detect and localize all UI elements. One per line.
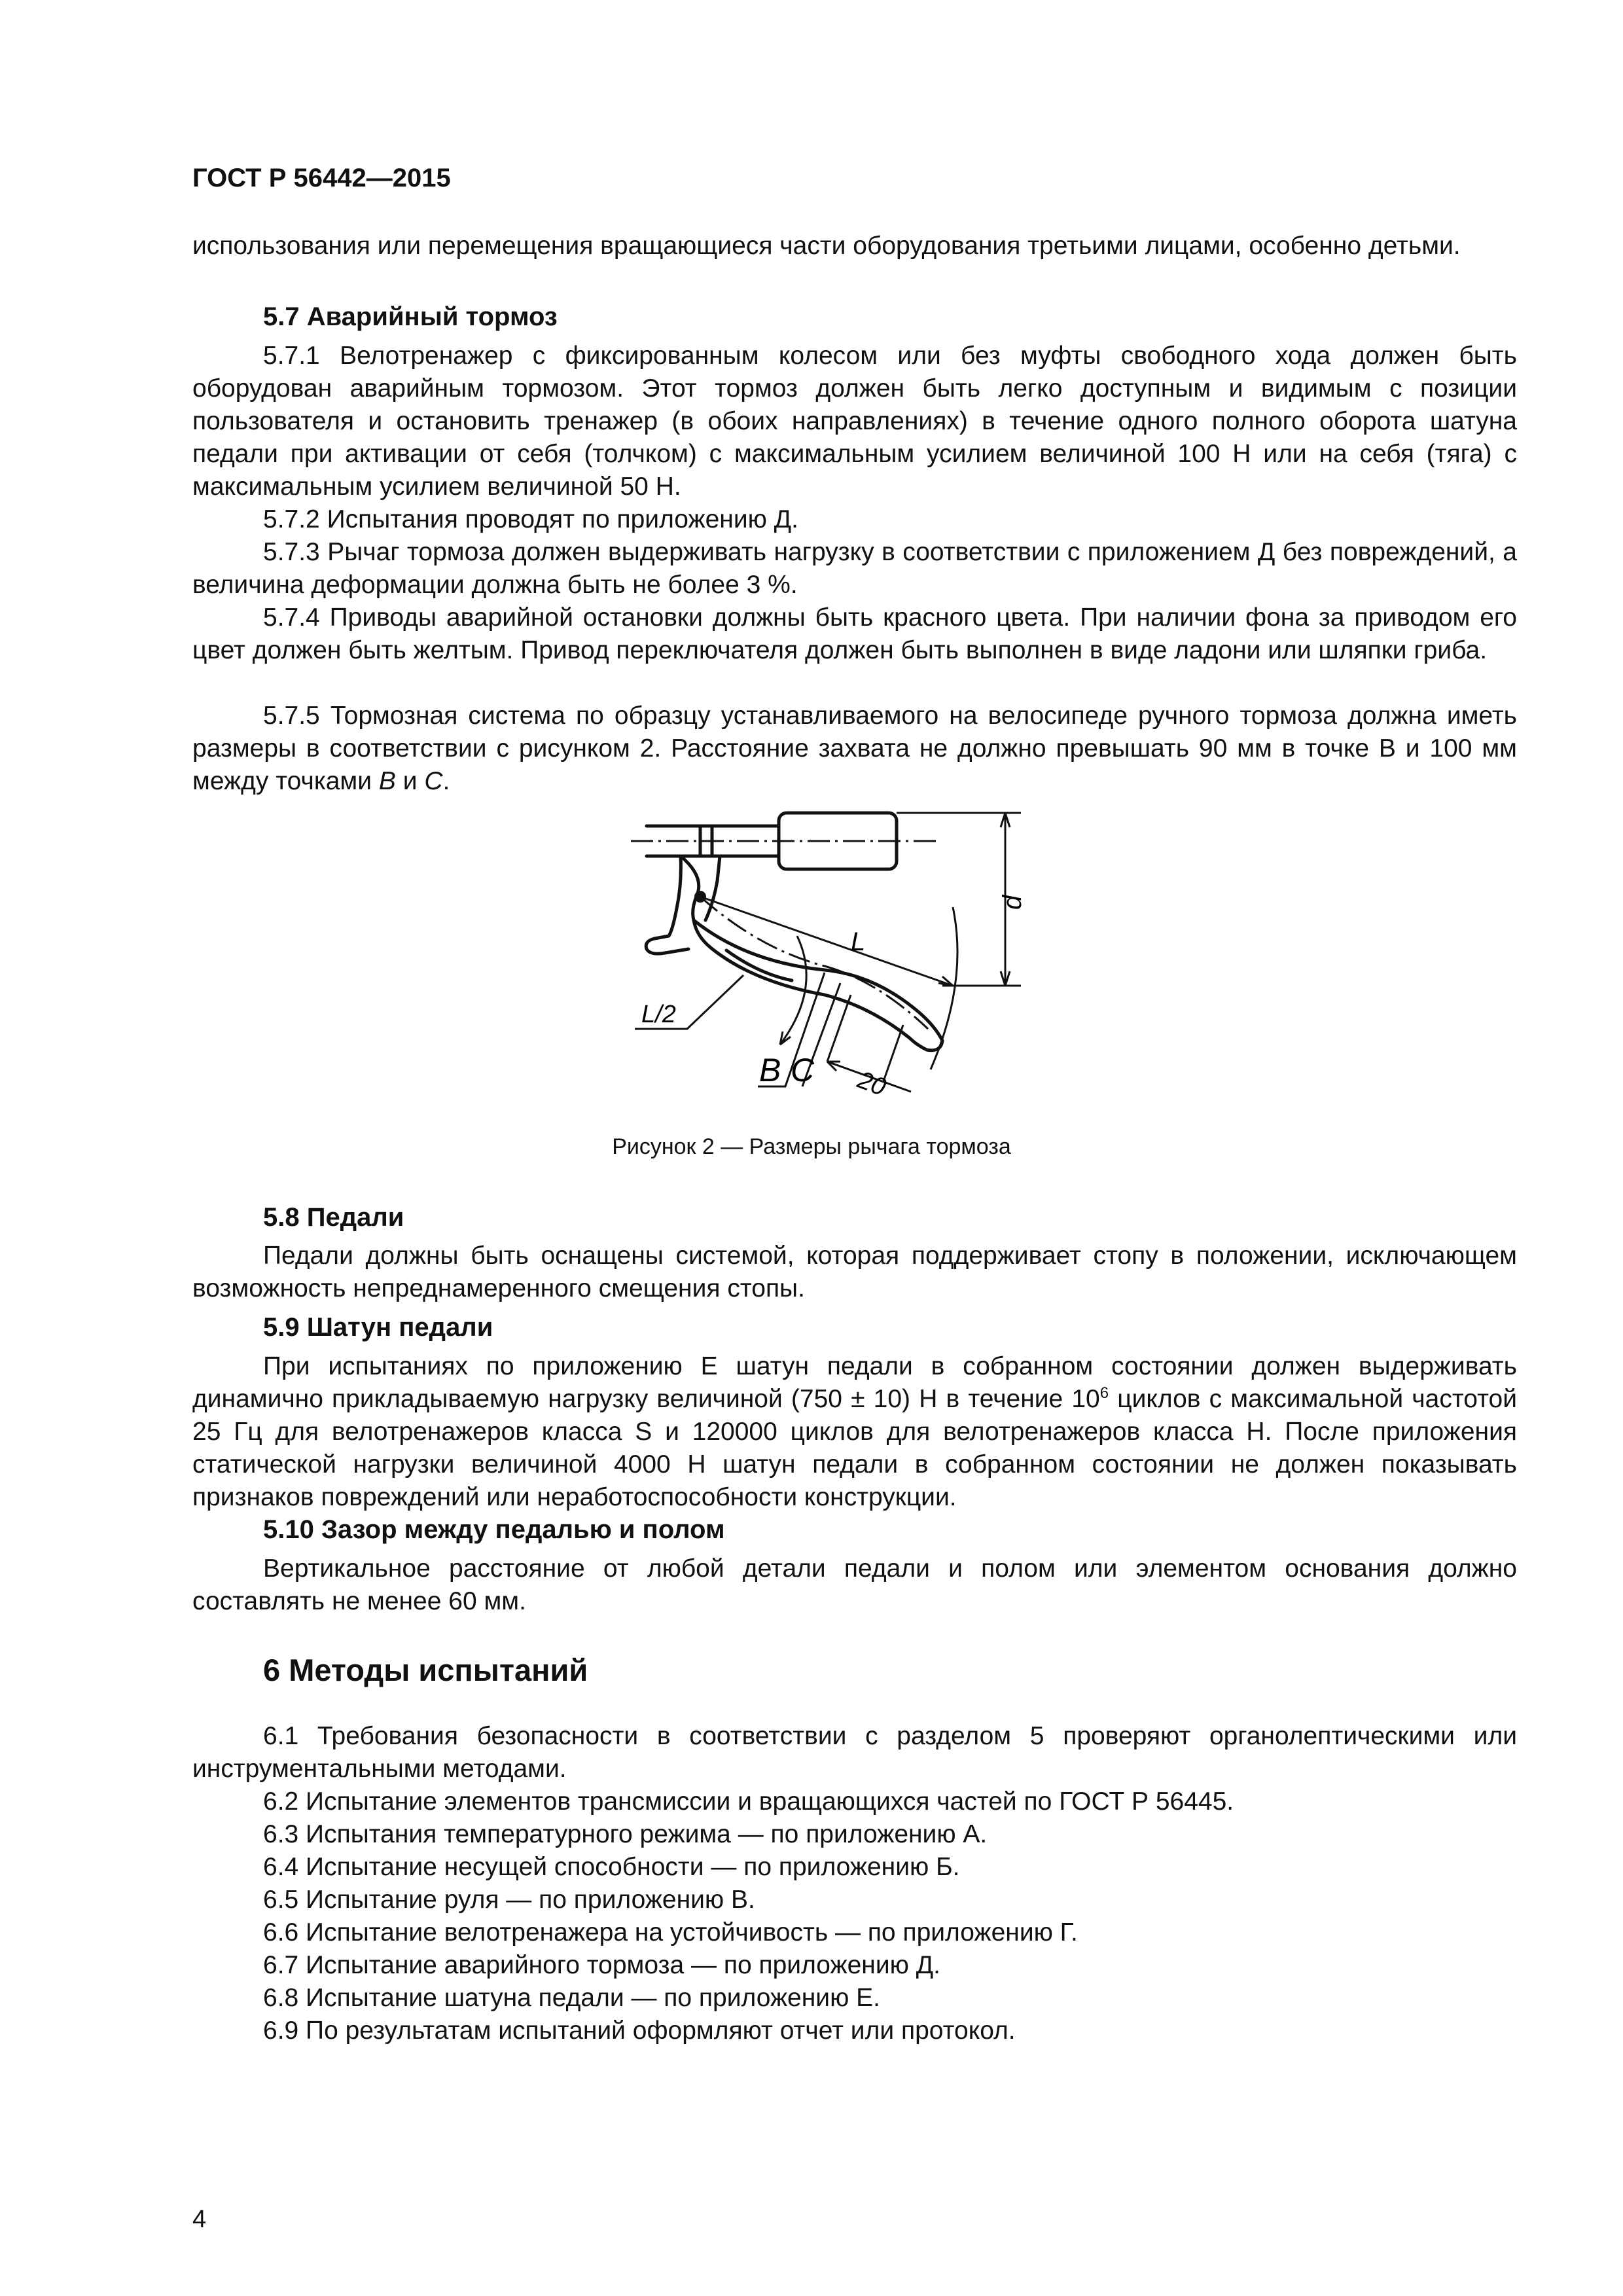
paragraph-6-1: 6.1 Требования безопасности в соответствии с разделом 5 проверяют органолептическими или инструментальными методами. (192, 1722, 1517, 1783)
dimension-L-line (700, 897, 953, 986)
heading-5-9: 5.9 Шатун педали (263, 1313, 493, 1342)
paragraph-5-7-2: 5.7.2 Испытания проводят по приложению Д. (263, 505, 798, 533)
list-item: 6.2 Испытание элементов трансмиссии и вращающихся частей по ГОСТ Р 56445. (263, 1787, 1234, 1816)
paragraph-5-10: Вертикальное расстояние от любой детали педали и полом или элементом основания должно составлять не менее 60 мм. (192, 1554, 1517, 1615)
label-B: B (759, 1052, 781, 1088)
list-item: 6.7 Испытание аварийного тормоза — по приложению Д. (263, 1951, 940, 1979)
brake-lever-figure (628, 798, 1073, 1119)
methods-list (263, 1785, 1234, 2047)
end-arc (931, 907, 957, 1069)
document-header: ГОСТ Р 56442—2015 (192, 164, 451, 192)
paragraph-5-7-4: 5.7.4 Приводы аварийной остановки должны быть красного цвета. При наличии фона за приводом его цвет должен быть желтым. Привод переключателя должен быть выполнен в виде ладони или шляпки гриба. (192, 603, 1517, 664)
heading-5-8: 5.8 Педали (263, 1203, 404, 1232)
label-20: 20 (853, 1066, 890, 1102)
paragraph-5-9: При испытаниях по приложению Е шатун педали в собранном состоянии должен выдерживать динамично прикладываемую нагрузку величиной (750 ± 10) Н в течение $10^6$ циклов с максимальной частотой 25 Гц для велотренажеров класса S и 120000 циклов для велотренажеров класса Н. После приложения статической нагрузки величиной 4000 Н шатун педали в собранном состоянии не должен показывать признаков повреждений или неработоспособности конструкции. (192, 1352, 1517, 1511)
label-C: C (791, 1052, 815, 1088)
heading-5-10: 5.10 Зазор между педалью и полом (263, 1515, 725, 1544)
intro-paragraph: использования или перемещения вращающиеся части оборудования третьими лицами, особенно детьми. (192, 232, 1461, 260)
list-item: 6.3 Испытания температурного режима — по приложению А. (263, 1820, 988, 1848)
list-item: 6.9 По результатам испытаний оформляют отчет или протокол. (263, 2017, 1016, 2045)
heading-5-7: 5.7 Аварийный тормоз (263, 302, 558, 331)
figure-caption: Рисунок 2 — Размеры рычага тормоза (612, 1134, 1011, 1159)
paragraph-5-8: Педали должны быть оснащены системой, которая поддерживает стопу в положении, исключающем возможность непреднамеренного смещения стопы. (192, 1242, 1517, 1302)
list-item: 6.5 Испытание руля — по приложению В. (263, 1886, 755, 1914)
list-item: 6.6 Испытание велотренажера на устойчивость — по приложению Г. (263, 1918, 1078, 1946)
lever-blade (694, 920, 942, 1050)
label-d: d (998, 895, 1027, 910)
paragraph-5-7-1: 5.7.1 Велотренажер с фиксированным колесом или без муфты свободного хода должен быть оборудован аварийным тормозом. Этот тормоз должен быть легко доступным и видимым с позиции пользователя и остановить тренажер (в обоих направлениях) в течение одного полного оборота шатуна педали при активации от себя (толчком) с максимальным усилием величиной 100 Н или на себя (тяга) с максимальным усилием величиной 50 Н. (192, 342, 1517, 501)
label-L: L (851, 927, 866, 956)
label-L2: L/2 (641, 1001, 676, 1028)
lever-clamp-body (646, 856, 688, 954)
paragraph-5-7-5: 5.7.5 Тормозная система по образцу устанавливаемого на велосипеде ручного тормоза должна иметь размеры в соответствии с рисунком 2. Расстояние захвата не должно превышать 90 мм в точке В и 100 мм между точками B и C. (192, 702, 1517, 795)
paragraph-5-7-3: 5.7.3 Рычаг тормоза должен выдерживать нагрузку в соответствии с приложением Д без повреждений, а величина деформации должна быть не более 3 %. (192, 538, 1517, 599)
page-number: 4 (192, 2206, 207, 2233)
heading-section-6: 6 Методы испытаний (263, 1653, 588, 1687)
pivot-point (694, 891, 706, 903)
list-item: 6.8 Испытание шатуна педали — по приложению Е. (263, 1984, 881, 2012)
list-item: 6.4 Испытание несущей способности — по приложению Б. (263, 1853, 960, 1881)
